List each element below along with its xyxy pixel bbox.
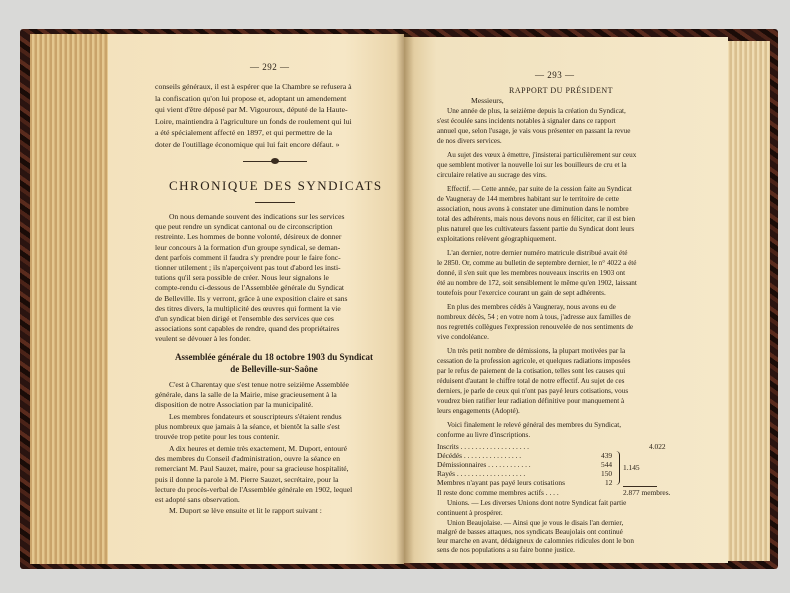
text-line: que peut rendre un syndicat cantonal ou de circonscription (155, 222, 333, 232)
text-line: donné, il s'en suit que les membres nouveaux inscrits en 1903 ont (437, 269, 626, 277)
report-title: RAPPORT DU PRÉSIDENT (509, 86, 614, 95)
text-line: Loire, maintiendra à l'agriculture un fonds de roulement qui lui (155, 116, 352, 126)
page-number-right: — 293 — (535, 70, 575, 80)
text-line: nombreux décès, 54 ; en votre nom à tous, j'adresse aux familles de (437, 313, 631, 321)
table-row (437, 469, 525, 478)
text-line: annuel que, selon l'usage, je vais vous présenter en passant la revue (437, 127, 631, 135)
right-page-edges (725, 41, 770, 561)
text-line: des membres du Conseil d'administration, ouvre la séance en (155, 454, 341, 464)
text-line: disposition de notre Association par la municipalité. (155, 400, 313, 410)
title-underline (255, 202, 295, 203)
text-line: On nous demande souvent des indications sur les services (169, 212, 345, 221)
text-line: voudrez bien ratifier leur radiation définitive pour manquement à (437, 397, 625, 405)
book-gutter (396, 34, 414, 564)
page-number-left: — 292 — (250, 62, 290, 72)
text-line: malgré de basses attaques, nos syndicats Beaujolais ont continué (437, 528, 623, 536)
row-value: 150 (601, 469, 613, 478)
text-line: de Belleville. Ils y verront, grâce à une exposition claire et sans (155, 293, 348, 303)
remaining-label: Il reste donc comme membres actifs . . . . (437, 488, 559, 497)
text-line: dent parfois comment il faudra s'y prendre pour le faire fonc- (155, 252, 341, 262)
text-line: restreinte. Les hommes de bonne volonté, désireux de donner (155, 232, 342, 242)
text-line: Les membres fondateurs et souscripteurs s'étaient rendus (169, 412, 342, 421)
text-line: compte-rendu ci-dessous de l'Assemblée générale du Syndicat (155, 283, 345, 293)
text-line: remerciant M. Paul Sauzet, maire, pour sa gracieuse hospitalité, (155, 464, 349, 474)
text-line: conforme au livre d'inscriptions. (437, 431, 531, 439)
text-line: conseils généraux, il est à espérer que la Chambre se refusera à (155, 82, 352, 91)
subtotal-value: 1.145 (623, 463, 640, 472)
text-line: réduisent d'autant le chiffre total de notre effectif. Au sujet de ces (437, 377, 625, 385)
text-line: exploitations relèvent géographiquement. (437, 235, 557, 243)
text-line: veulent se dévouer à les fonder. (155, 334, 251, 344)
text-line: C'est à Charentay que s'est tenue notre seizième Assemblée (169, 380, 349, 389)
section-title: CHRONIQUE DES SYNDICATS (169, 178, 383, 193)
text-line: Une année de plus, la seizième depuis la création du Syndicat, (447, 107, 626, 115)
text-line: L'an dernier, notre dernier numéro matricule distribué avait été (447, 249, 628, 257)
text-line: été au nombre de 172, soit sensiblement le même qu'en 1902, laissant (437, 279, 637, 287)
text-line: par le refus de paiement de la cotisation, telles sont les causes qui (437, 367, 626, 375)
text-line: M. Duport se lève ensuite et lit le rapport suivant : (169, 506, 322, 515)
table-rule (623, 486, 657, 487)
text-line: Un très petit nombre de démissions, la plupart motivées par la (447, 347, 626, 355)
text-line: le 2850. Or, comme au bulletin de septembre dernier, le n° 4022 a été (437, 259, 637, 267)
text-line: de Belleville-sur-Saône (230, 364, 318, 374)
text-line: de Vaugneray de 144 membres habitant sur le territoire de cette (437, 195, 619, 203)
text-line: continuent à prospérer. (437, 509, 503, 517)
text-line: des titres divers, la multiplicité des œuvres qui forment la vie (155, 303, 341, 313)
text-line: circulaire relative au sucrage des vins. (437, 171, 547, 179)
text-line: la confiscation qu'on lui propose et, adoptant un amendement (155, 93, 347, 103)
text-line: trouvée trop petite pour les tous contenir. (155, 432, 280, 442)
table-row (437, 451, 521, 460)
table-row (437, 460, 531, 469)
text-line: plus naturel que les cultivateurs fassent partie du Syndicat dont leurs (437, 225, 635, 233)
text-line: vive condoléance. (437, 333, 489, 341)
text-line: d'un syndicat bien dirigé et l'ensemble des services que ces (155, 314, 334, 323)
text-line: En plus des membres cédés à Vaugneray, nous avons eu de (447, 303, 616, 311)
text-line: A dix heures et demie très exactement, M. Duport, entouré (169, 444, 347, 453)
text-line: total des adhérents, mais nous devons nous en féliciter, car il est bien (437, 215, 636, 223)
text-line: de nos divers services. (437, 137, 502, 145)
text-line: cessation de la profession agricole, et quelques radiations imposées (437, 357, 631, 365)
report-paragraph-union-beaujolaise (437, 518, 681, 558)
text-line: associations sont capables de rendre, quand des propriétaires (155, 324, 340, 334)
text-line: association, nous avons à constater une diminution dans le nombre (437, 205, 629, 213)
remaining-value: 2.877 membres. (623, 488, 671, 497)
row-value: 4.022 (649, 442, 666, 451)
text-line: est adopté sans observation. (155, 495, 240, 504)
left-page-text (155, 62, 393, 522)
text-line: tionner utilement ; ils n'aperçoivent pas tout d'abord les insti- (155, 263, 341, 272)
text-line: s'est écoulée sans incidents notables à signaler dans ce rapport (437, 117, 616, 125)
brace (615, 451, 620, 485)
text-line: toutefois pour l'exercice courant un gain de sept adhérents. (437, 289, 606, 297)
row-value: 12 (605, 478, 613, 487)
row-label: Inscrits . . . . . . . . . . . . . . . . . . . (437, 442, 529, 451)
row-label: Membres n'ayant pas payé leurs cotisations (437, 478, 565, 487)
text-line: derniers, je parle de ceux qui n'ont pas payé leurs cotisations, vous (437, 387, 629, 395)
text-line: Assemblée générale du 18 octobre 1903 du Syndicat (174, 352, 374, 362)
row-label: Démissionnaires . . . . . . . . . . . . (437, 460, 531, 469)
row-value: 544 (601, 460, 613, 469)
text-line: tutions qu'il sera possible de créer. Nous leur signalons le (155, 273, 329, 283)
row-label: Décédés . . . . . . . . . . . . . . . . (437, 451, 522, 460)
ornament-divider (243, 158, 307, 164)
text-line: Voici finalement le relevé général des membres du Syndicat, (447, 421, 622, 429)
text-line: leur marche en avant, dédaigneux de calomnies ridicules dont le bon (437, 537, 634, 545)
text-line: lecture du procès-verbal de l'Assemblée générale en 1902, lequel (155, 484, 353, 494)
text-line: doter de l'outillage économique qui lui fait encore défaut. » (155, 139, 340, 149)
text-line: Union Beaujolaise. — Ainsi que je vous le disais l'an dernier, (447, 519, 624, 527)
text-line: a été spécialement affecté en 1897, et qui permettre de la (155, 128, 333, 137)
text-line: puis il donne la parole à M. Pierre Sauzet, secrétaire, pour la (155, 474, 339, 484)
text-line: sens de nos populations a su faire bonne justice. (437, 546, 575, 554)
text-line: nos regrettés collègues l'expression renouvelée de nos sentiments de (437, 323, 634, 331)
table-row (437, 442, 529, 451)
text-line: Au sujet des vœux à émettre, j'insisterai particulièrement sur ceux (447, 151, 637, 159)
text-line: leur concours à la formation d'un groupe syndical, se deman- (155, 242, 341, 252)
text-line: que semblent motiver la nouvelle loi sur les bouilleurs de cru et la (437, 161, 627, 169)
text-line: plus nombreux que jamais à la séance, et bientôt la salle s'est (155, 422, 340, 432)
text-line: générale, dans la salle de la Mairie, mise gracieusement à la (155, 390, 337, 400)
row-value: 439 (601, 451, 613, 460)
text-line: Unions. — Les diverses Unions dont notre Syndicat fait partie (447, 499, 627, 507)
left-page-edges (30, 34, 108, 564)
table-row (437, 478, 565, 487)
row-label: Rayés . . . . . . . . . . . . . . . . . . . (437, 469, 526, 478)
text-line: Effectif. — Cette année, par suite de la cession faite au Syndicat (447, 185, 632, 193)
right-page-text (437, 70, 681, 520)
text-line: leurs engagements (Adopté). (437, 407, 520, 415)
salutation: Messieurs, (471, 96, 504, 105)
text-line: qui vient d'être déposé par M. Vigouroux, député de la Haute- (155, 105, 348, 114)
